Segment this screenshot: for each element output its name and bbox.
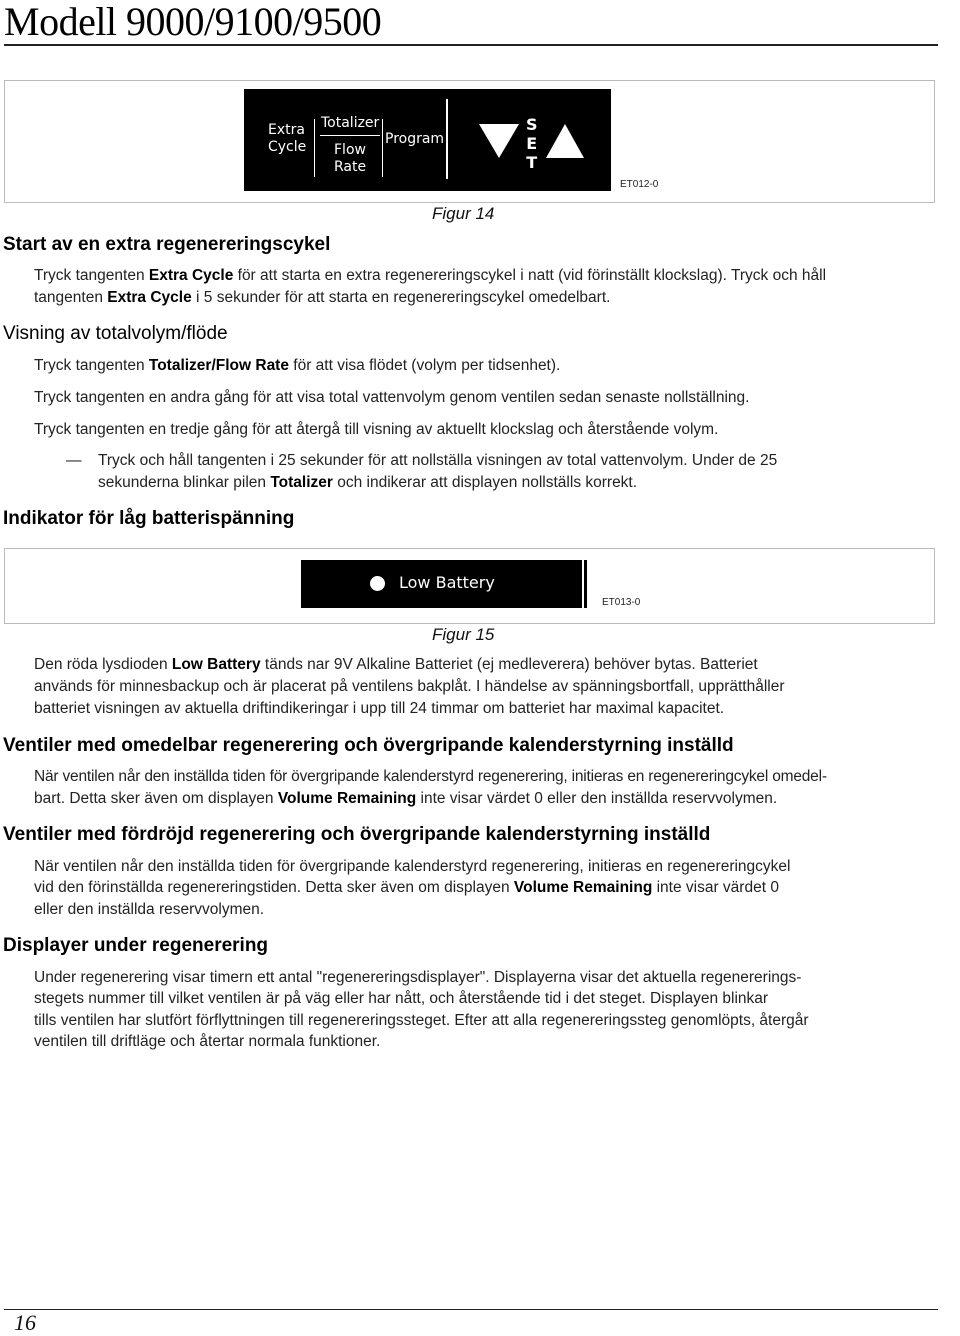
figure-15-code: ET013-0 xyxy=(602,597,641,608)
paragraph-line: stegets nummer till vilket ventilen är på väg eller har nått, och återstående tid i det steget. Displayen blinkar xyxy=(34,990,769,1007)
section-heading-delayed: Ventiler med fördröjd regenerering och övergripande kalenderstyrning inställd xyxy=(3,824,711,845)
key-divider xyxy=(446,99,448,179)
paragraph-line: När ventilen når den inställda tiden för övergripande kalenderstyrd regenerering, initieras en regenereringcykel xyxy=(34,858,791,875)
display-name: Volume Remaining xyxy=(277,790,417,807)
down-arrow-icon[interactable] xyxy=(479,124,519,163)
low-battery-display xyxy=(301,560,587,608)
paragraph-line: ventilen till driftläge och återtar normala funktioner. xyxy=(34,1033,381,1050)
section-heading-displays: Displayer under regenerering xyxy=(3,935,269,956)
paragraph-line xyxy=(34,287,934,309)
key-divider xyxy=(382,119,383,177)
set-key[interactable] xyxy=(526,115,538,172)
text-run: för att visa flödet (volym per tidsenhet). xyxy=(288,357,561,374)
set-letter-e: E xyxy=(526,134,538,153)
text-run: Den röda lysdioden xyxy=(34,656,172,673)
key-name: Extra Cycle xyxy=(148,267,234,284)
page-title: Modell 9000/9100/9500 xyxy=(4,0,382,44)
text-run: Tryck tangenten xyxy=(34,357,149,374)
section-heading-extra-cycle: Start av en extra regenereringscykel xyxy=(3,234,331,255)
paragraph-line: Tryck och håll tangenten i 25 sekunder för att nollställa visningen av total vattenvolym. Under de 25 xyxy=(98,452,778,469)
program-key[interactable]: Program xyxy=(385,131,445,147)
text-run: och indikerar att displayen nollställs korrekt. xyxy=(332,474,638,491)
paragraph-line: eller den inställda reservvolymen. xyxy=(34,901,265,918)
display-edge-gap xyxy=(582,560,584,608)
key-name: Extra Cycle xyxy=(107,289,192,306)
text-run: sekunderna blinkar pilen xyxy=(98,474,271,491)
figure-15-caption: Figur 15 xyxy=(432,625,495,644)
paragraph-line: Under regenerering visar timern ett antal "regenereringsdisplayer". Displayerna visar det aktuella regenererings- xyxy=(34,969,802,986)
paragraph-line: Tryck tangenten en tredje gång för att återgå till visning av aktuellt klockslag och återstående volym. xyxy=(34,421,719,438)
paragraph-line: Tryck tangenten en andra gång för att visa total vattenvolym genom ventilen sedan senaste nollställning. xyxy=(34,389,750,406)
rate-label: Rate xyxy=(334,159,367,175)
paragraph-line xyxy=(34,355,934,377)
text-run: vid den förinställda regenereringstiden. Detta sker även om displayen xyxy=(34,879,514,896)
paragraph-line xyxy=(34,877,944,899)
text-run: i 5 sekunder för att starta en regenereringscykel omedelbart. xyxy=(191,289,611,306)
set-letter-t: T xyxy=(526,153,538,172)
paragraph-line xyxy=(34,788,944,810)
text-run: inte visar värdet 0 xyxy=(652,879,779,896)
flow-rate-key[interactable] xyxy=(334,142,366,176)
header-rule xyxy=(4,44,938,46)
section-heading-totalvolume: Visning av totalvolym/flöde xyxy=(3,323,228,344)
paragraph-line xyxy=(98,472,948,494)
low-battery-label: Low Battery xyxy=(399,573,495,592)
flow-label: Flow xyxy=(334,142,366,158)
figure-14-caption: Figur 14 xyxy=(432,204,495,223)
set-letter-s: S xyxy=(526,115,538,134)
paragraph-line: används för minnesbackup och är placerat på ventilens bakplåt. I händelse av spänningsbortfall, upprätthåller xyxy=(34,678,785,695)
text-run: för att starta en extra regenereringscykel i natt (vid förinställt klockslag). Tryck och håll xyxy=(233,267,827,284)
text-run: tangenten xyxy=(34,289,108,306)
page-number: 16 xyxy=(14,1310,36,1335)
figure-14-code: ET012-0 xyxy=(620,179,659,190)
text-run: bart. Detta sker även om displayen xyxy=(34,790,278,807)
key-divider xyxy=(320,135,380,136)
text-run: inte visar värdet 0 eller den inställda reservvolymen. xyxy=(416,790,778,807)
extra-cycle-key[interactable] xyxy=(268,122,306,156)
key-name: Totalizer xyxy=(270,474,333,491)
display-name: Volume Remaining xyxy=(513,879,653,896)
paragraph-line xyxy=(34,654,944,676)
up-arrow-icon[interactable] xyxy=(546,124,584,163)
paragraph-line: tills ventilen har slutfört förflyttningen till regenereringssteget. Efter att alla regenereringssteg genomlöpts, återgår xyxy=(34,1012,809,1029)
section-heading-battery: Indikator för låg batterispänning xyxy=(3,508,295,529)
key-name: Low Battery xyxy=(171,656,261,673)
section-heading-immediate: Ventiler med omedelbar regenerering och övergripande kalenderstyrning inställd xyxy=(3,735,734,756)
text-run: Tryck tangenten xyxy=(34,267,149,284)
led-icon xyxy=(370,576,385,591)
extra-cycle-label-line2: Cycle xyxy=(268,139,307,155)
totalizer-key-label[interactable]: Totalizer xyxy=(321,115,380,131)
paragraph-line: När ventilen når den inställda tiden för övergripande kalenderstyrd regenerering, initieras en regenereringcykel omedel- xyxy=(34,768,827,785)
paragraph-line xyxy=(34,265,954,287)
text-run: tänds nar 9V Alkaline Batteriet (ej medleverera) behöver bytas. Batteriet xyxy=(260,656,758,673)
key-name: Totalizer/Flow Rate xyxy=(148,357,289,374)
key-divider xyxy=(314,119,315,177)
list-dash: — xyxy=(66,452,82,469)
keypad-panel xyxy=(244,89,611,191)
footer-rule xyxy=(4,1309,938,1310)
paragraph-line: batteriet visningen av aktuella driftindikeringar i upp till 24 timmar om batteriet har maximal kapacitet. xyxy=(34,700,725,717)
extra-cycle-label-line1: Extra xyxy=(268,122,305,138)
